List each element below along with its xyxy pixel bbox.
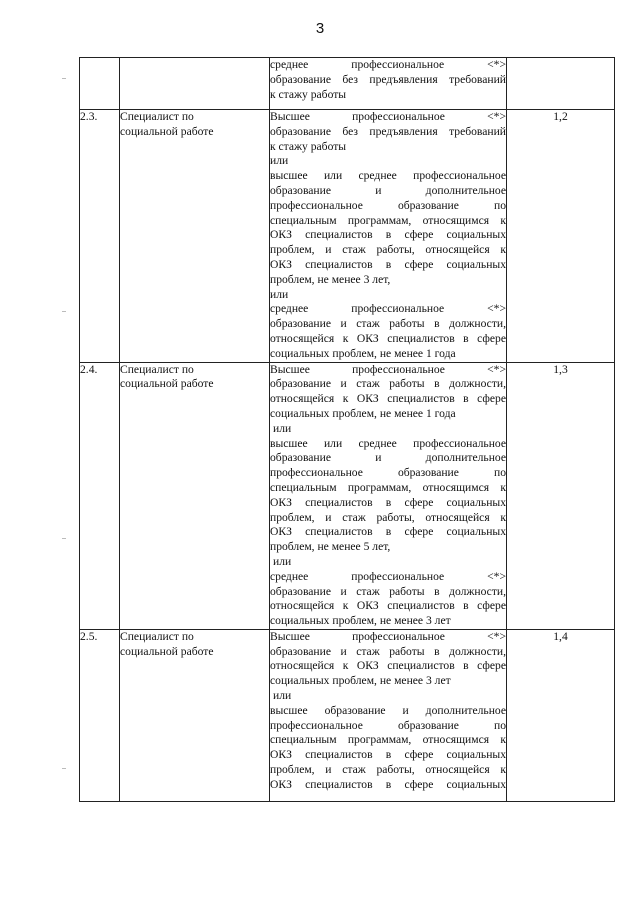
requirement-line: социальных проблем, не менее 3 лет (270, 614, 451, 628)
qualification-table (79, 57, 615, 802)
requirement-line: образование и стаж работы в должности, (270, 317, 506, 331)
position-line: Специалист по (120, 362, 194, 376)
position-cell (120, 110, 270, 363)
table-row (80, 629, 615, 801)
requirement-line: высшее образование и дополнительное (270, 703, 506, 717)
requirement-line: относящейся к ОКЗ специалистов в сфере (270, 331, 506, 345)
requirement-line: ОКЗ специалистов в сфере социальных (270, 228, 506, 242)
requirement-line: среднее профессиональное <*> (270, 58, 506, 71)
position-line: социальной работе (120, 377, 214, 391)
requirement-line: образование без предъявления требований (270, 124, 506, 138)
requirement-line: образование и дополнительное (270, 183, 506, 197)
requirement-line: среднее профессиональное <*> (270, 302, 506, 316)
table-row (80, 110, 615, 363)
requirements-cell (270, 362, 507, 629)
requirement-line: образование и стаж работы в должности, (270, 644, 506, 658)
requirement-line: проблем, и стаж работы, относящейся к (270, 763, 506, 777)
requirements-cell (270, 629, 507, 801)
requirement-line: проблем, и стаж работы, относящейся к (270, 510, 506, 524)
row-number-cell: 2.4. (80, 362, 120, 629)
qualification-level-cell: 1,4 (507, 629, 615, 801)
scan-artifact (62, 78, 66, 79)
requirement-line: профессиональное образование по (270, 718, 506, 732)
row-number-cell (80, 58, 120, 110)
requirement-line: относящейся к ОКЗ специалистов в сфере (270, 599, 506, 613)
requirement-line: ОКЗ специалистов в сфере социальных (270, 257, 506, 271)
requirement-line: проблем, не менее 3 лет, (270, 272, 391, 286)
requirement-line: образование и стаж работы в должности, (270, 377, 506, 391)
requirement-line: проблем, и стаж работы, относящейся к (270, 243, 506, 257)
table-row (80, 362, 615, 629)
requirement-line: высшее или среднее профессиональное (270, 169, 506, 183)
scan-artifact (62, 768, 66, 769)
requirement-line: образование без предъявления требований (270, 72, 506, 86)
position-cell (120, 362, 270, 629)
requirement-line: среднее профессиональное <*> (270, 569, 506, 583)
requirement-line: или (273, 421, 292, 435)
requirement-line: специальным программам, относящимся к (270, 733, 506, 747)
row-number-cell: 2.3. (80, 110, 120, 363)
requirement-line: или (273, 689, 292, 703)
requirement-line: к стажу работы (270, 87, 347, 101)
requirement-line: или (270, 287, 289, 301)
requirement-line: относящейся к ОКЗ специалистов в сфере (270, 659, 506, 673)
requirement-line: социальных проблем, не менее 3 лет (270, 674, 451, 688)
requirement-line: Высшее профессиональное <*> (270, 362, 506, 376)
position-cell (120, 629, 270, 801)
requirement-line: профессиональное образование по (270, 198, 506, 212)
requirement-line: Высшее профессиональное <*> (270, 110, 506, 123)
requirement-line: ОКЗ специалистов в сфере социальных (270, 777, 506, 791)
position-line: Специалист по (120, 110, 194, 123)
requirement-line: образование и стаж работы в должности, (270, 584, 506, 598)
requirement-line: высшее или среднее профессиональное (270, 436, 506, 450)
requirement-line: проблем, не менее 5 лет, (270, 540, 391, 554)
requirement-line: ОКЗ специалистов в сфере социальных (270, 525, 506, 539)
requirement-line: к стажу работы (270, 139, 347, 153)
qualification-level-cell (507, 58, 615, 110)
position-cell (120, 58, 270, 110)
requirement-line: социальных проблем, не менее 1 года (270, 406, 456, 420)
requirement-line: образование и дополнительное (270, 451, 506, 465)
page-number: 3 (315, 20, 325, 37)
requirement-line: специальным программам, относящимся к (270, 480, 506, 494)
scan-artifact (62, 538, 66, 539)
requirement-line: социальных проблем, не менее 1 года (270, 346, 456, 360)
requirement-line: ОКЗ специалистов в сфере социальных (270, 748, 506, 762)
table-row (80, 58, 615, 110)
position-line: социальной работе (120, 124, 214, 138)
requirement-line: или (273, 554, 292, 568)
requirement-line: относящейся к ОКЗ специалистов в сфере (270, 392, 506, 406)
requirement-line: ОКЗ специалистов в сфере социальных (270, 495, 506, 509)
qualification-level-cell: 1,2 (507, 110, 615, 363)
scan-artifact (62, 311, 66, 312)
qualification-level-cell: 1,3 (507, 362, 615, 629)
requirement-line: специальным программам, относящимся к (270, 213, 506, 227)
position-line: Специалист по (120, 629, 194, 643)
requirement-line: или (270, 154, 289, 168)
requirements-cell (270, 110, 507, 363)
requirements-cell (270, 58, 507, 110)
requirement-line: профессиональное образование по (270, 466, 506, 480)
row-number-cell: 2.5. (80, 629, 120, 801)
position-line: социальной работе (120, 644, 214, 658)
requirement-line: Высшее профессиональное <*> (270, 629, 506, 643)
